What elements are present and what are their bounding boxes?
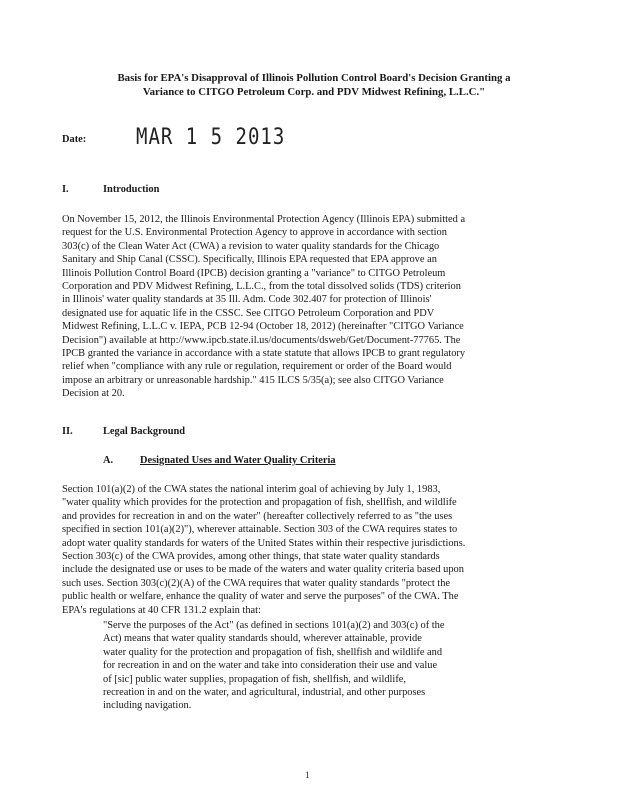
legal-line: such uses. Section 303(c)(2)(A) of the CWA requires that water quality standards "protect the — [62, 577, 451, 589]
quote-line: of [sic] public water supplies, propagation of fish, shellfish, and wildlife, — [103, 673, 406, 685]
intro-line: designated use for aquatic life in the CSSC. See CITGO Petroleum Corporation and PDV — [62, 307, 435, 319]
intro-line: On November 15, 2012, the Illinois Environmental Protection Agency (Illinois EPA) submitted a — [62, 214, 466, 225]
introduction-paragraph — [62, 213, 552, 401]
legal-line: "water quality which provides for the protection and propagation of fish, shellfish, and wildlife — [62, 497, 457, 509]
legal-line: specified in section 101(a)(2)"), wherever attainable. Section 303 of the CWA requires states to — [62, 524, 458, 536]
legal-line: adopt water quality standards for waters of the United States within their respective jurisdictions. — [62, 537, 466, 549]
quote-line: water quality for the protection and propagation of fish, shellfish and wildlife and — [103, 646, 443, 658]
intro-line: impose an arbitrary or unreasonable hardship." 415 ILCS 5/35(a); see also CITGO Variance — [62, 374, 444, 386]
intro-line: Illinois Pollution Control Board (IPCB) decision granting a "variance" to CITGO Petroleum — [62, 267, 446, 279]
intro-line: Sanitary and Ship Canal (CSSC). Specifically, Illinois EPA requested that EPA approve an — [62, 254, 437, 266]
title-line-2: Variance to CITGO Petroleum Corp. and PDV Midwest Refining, L.L.C." — [142, 86, 486, 98]
document-title — [70, 71, 558, 99]
legal-background-paragraph — [62, 483, 552, 617]
page-number: 1 — [305, 770, 310, 780]
legal-line: Section 101(a)(2) of the CWA states the national interim goal of achieving by July 1, 1983, — [62, 484, 441, 495]
quote-line: for recreation in and on the water and take into consideration their use and value — [103, 660, 438, 672]
date-label: Date: — [62, 134, 87, 145]
legal-line: Section 303(c) of the CWA provides, among other things, that state water quality standards — [62, 551, 440, 563]
intro-line: Midwest Refining, L.L.C v. IEPA, PCB 12-94 (October 18, 2012) (hereinafter "CITGO Variance — [62, 321, 464, 333]
intro-line: in Illinois' water quality standards at 35 Ill. Adm. Code 302.407 for protection of Illinois' — [62, 294, 432, 306]
subsection-a-title: Designated Uses and Water Quality Criteria — [140, 455, 336, 466]
subsection-a-number: A. — [103, 455, 114, 466]
intro-line: Corporation and PDV Midwest Refining, L.L.C., from the total dissolved solids (TDS) criterion — [62, 281, 461, 293]
title-line-1: Basis for EPA's Disapproval of Illinois Pollution Control Board's Decision Granting a — [117, 72, 511, 84]
legal-line: EPA's regulations at 40 CFR 131.2 explain that: — [62, 604, 261, 616]
quote-line: recreation in and on the water, and agricultural, industrial, and other purposes — [103, 687, 426, 699]
section-1-number: I. — [62, 184, 69, 195]
section-2-number: II. — [62, 426, 73, 437]
intro-line: request for the U.S. Environmental Protection Agency to approve in accordance with section — [62, 227, 447, 239]
intro-line: Decision at 20. — [62, 388, 125, 400]
quote-line: including navigation. — [103, 700, 192, 712]
section-2-title: Legal Background — [103, 426, 186, 437]
legal-line: include the designated use or uses to be made of the waters and water quality criteria based upon — [62, 564, 464, 576]
legal-line: public health or welfare, enhance the quality of water and serve the purposes" of the CWA. The — [62, 591, 459, 603]
legal-line: and provides for recreation in and on the water" (hereafter collectively referred to as "the uses — [62, 510, 453, 522]
section-1-title: Introduction — [103, 184, 160, 195]
date-stamp: MAR 1 5 2013 — [136, 124, 286, 150]
block-quote — [103, 619, 513, 713]
intro-line: Decision") available at http://www.ipcb.state.il.us/documents/dsweb/Get/Document-77765. The — [62, 334, 461, 346]
intro-line: IPCB granted the variance in accordance with a state statute that allows IPCB to grant regulatory — [62, 348, 466, 360]
quote-line: Act) means that water quality standards should, wherever attainable, provide — [103, 633, 422, 645]
intro-line: relief when "compliance with any rule or regulation, requirement or order of the Board would — [62, 361, 452, 373]
intro-line: 303(c) of the Clean Water Act (CWA) a revision to water quality standards for the Chicago — [62, 240, 440, 252]
quote-line: "Serve the purposes of the Act" (as defined in sections 101(a)(2) and 303(c) of the — [103, 620, 445, 631]
